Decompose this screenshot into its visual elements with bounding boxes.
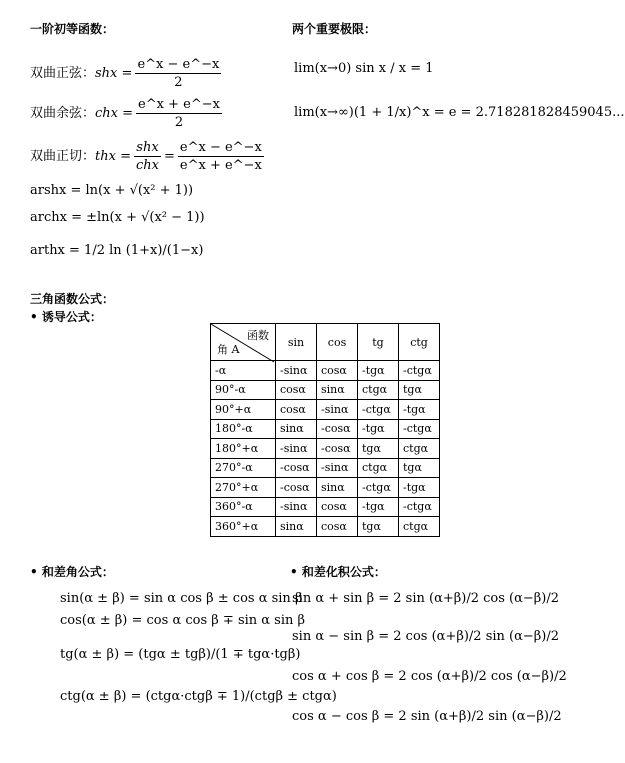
cell: -sinα <box>317 400 358 420</box>
formula-sin-plus: sin α + sin β = 2 sin (α+β)/2 cos (α−β)/2 <box>292 591 560 606</box>
limits-title: 两个重要极限： <box>292 22 377 36</box>
ch-denominator: 2 <box>174 115 184 130</box>
table-row <box>211 517 440 537</box>
table-row <box>211 419 440 439</box>
th-denominator: e^x + e^−x <box>179 158 262 173</box>
cell: -sinα <box>276 361 317 381</box>
sum-to-product-title: • 和差化积公式： <box>290 565 386 579</box>
cell: -sinα <box>276 497 317 517</box>
table-header-row <box>211 324 440 361</box>
cell: sinα <box>276 517 317 537</box>
table-row <box>211 380 440 400</box>
cell: 180°-α <box>211 419 276 439</box>
formula-sin-minus: sin α − sin β = 2 cos (α+β)/2 sin (α−β)/2 <box>292 629 560 644</box>
cell: -tgα <box>358 497 399 517</box>
ch-name: chx <box>95 106 119 121</box>
table-row <box>211 361 440 381</box>
table-row <box>211 497 440 517</box>
trig-title: 三角函数公式： <box>30 292 115 306</box>
cell: tgα <box>358 517 399 537</box>
sh-name: shx <box>95 66 118 81</box>
cell: 270°+α <box>211 478 276 498</box>
formula-sin-sum: sin(α ± β) = sin α cos β ± cos α sin β <box>60 591 303 606</box>
cell: ctgα <box>358 380 399 400</box>
cell: -cosα <box>276 478 317 498</box>
cell: -tgα <box>399 400 440 420</box>
hyperbolic-title: 一阶初等函数： <box>30 22 115 36</box>
sh-denominator: 2 <box>174 75 183 90</box>
header-ctg: ctg <box>399 324 440 361</box>
formula-ctg-sum: ctg(α ± β) = (ctgα·ctgβ ∓ 1)/(ctgβ ± ctgα) <box>60 689 337 704</box>
cell: ctgα <box>358 458 399 478</box>
cell: -cosα <box>317 419 358 439</box>
cell: cosα <box>317 497 358 517</box>
cell: cosα <box>276 380 317 400</box>
ch-numerator: e^x + e^−x <box>138 97 220 112</box>
cell: ctgα <box>399 517 440 537</box>
th-sh-name: shx <box>136 140 159 155</box>
formula-th: 双曲正切： thx = $\frac{\text{shx}}{\text{chx}}$ = $\frac{e\^{}x - e\^{}-x}{e\^{}x + e\^{}-x}$ <box>30 140 262 173</box>
th-numerator: e^x − e^−x <box>179 140 262 155</box>
cell: 270°-α <box>211 458 276 478</box>
header-sin: sin <box>276 324 317 361</box>
cell: sinα <box>276 419 317 439</box>
formula-arth: arthx = 1/2 ln (1+x)/(1−x) <box>30 243 204 258</box>
header-cos: cos <box>317 324 358 361</box>
cell: -tgα <box>358 361 399 381</box>
cell: 360°-α <box>211 497 276 517</box>
ch-label: 双曲余弦： <box>30 106 96 121</box>
sh-numerator: e^x − e^−x <box>137 57 220 72</box>
cell: tgα <box>399 380 440 400</box>
formula-sh: 双曲正弦： shx = $\frac{e\^{}x - e\^{}-x}{2}$ <box>30 57 220 90</box>
cell: 90°-α <box>211 380 276 400</box>
cell: -sinα <box>276 439 317 459</box>
formula-tg-sum: tg(α ± β) = (tgα ± tgβ)/(1 ∓ tgα·tgβ) <box>60 647 301 662</box>
cell: cosα <box>317 517 358 537</box>
th-ch-name: chx <box>135 158 159 173</box>
cell: -cosα <box>276 458 317 478</box>
formula-arch: archx = ±ln(x + √(x² − 1)) <box>30 210 205 225</box>
corner-bottom-label: 角 A <box>217 343 240 356</box>
cell: -ctgα <box>399 419 440 439</box>
table-corner-cell <box>211 324 276 361</box>
header-tg: tg <box>358 324 399 361</box>
cell: 360°+α <box>211 517 276 537</box>
limit-sinx: lim(x→0) sin x / x = 1 <box>294 61 434 76</box>
formula-ch: 双曲余弦： chx = $\frac{e\^{}x + e\^{}-x}{2}$ <box>30 97 220 130</box>
table-row <box>211 458 440 478</box>
induction-table <box>210 323 440 537</box>
table-row <box>211 478 440 498</box>
cell: -tgα <box>358 419 399 439</box>
cell: sinα <box>317 478 358 498</box>
corner-top-label: 函数 <box>247 329 269 342</box>
cell: 90°+α <box>211 400 276 420</box>
cell: -tgα <box>399 478 440 498</box>
formula-cos-plus: cos α + cos β = 2 cos (α+β)/2 cos (α−β)/2 <box>292 669 567 684</box>
cell: sinα <box>317 380 358 400</box>
cell: tgα <box>399 458 440 478</box>
formula-cos-sum: cos(α ± β) = cos α cos β ∓ sin α sin β <box>60 613 306 628</box>
table-row <box>211 439 440 459</box>
cell: cosα <box>276 400 317 420</box>
sum-angle-title: • 和差角公式： <box>30 565 114 579</box>
cell: cosα <box>317 361 358 381</box>
cell: -ctgα <box>358 400 399 420</box>
th-label: 双曲正切： <box>30 149 96 164</box>
formula-arsh: arshx = ln(x + √(x² + 1)) <box>30 183 194 198</box>
sh-label: 双曲正弦： <box>30 66 96 81</box>
cell: -sinα <box>317 458 358 478</box>
cell: -ctgα <box>399 497 440 517</box>
formula-cos-minus: cos α − cos β = 2 sin (α+β)/2 sin (α−β)/2 <box>292 709 562 724</box>
cell: -α <box>211 361 276 381</box>
cell: ctgα <box>399 439 440 459</box>
induction-title: • 诱导公式： <box>30 310 102 324</box>
limit-e: lim(x→∞)(1 + 1/x)^x = e = 2.718281828459045... <box>294 105 625 120</box>
cell: -ctgα <box>358 478 399 498</box>
cell: -ctgα <box>399 361 440 381</box>
table-row <box>211 400 440 420</box>
th-name: thx <box>95 149 116 164</box>
cell: -cosα <box>317 439 358 459</box>
cell: tgα <box>358 439 399 459</box>
cell: 180°+α <box>211 439 276 459</box>
